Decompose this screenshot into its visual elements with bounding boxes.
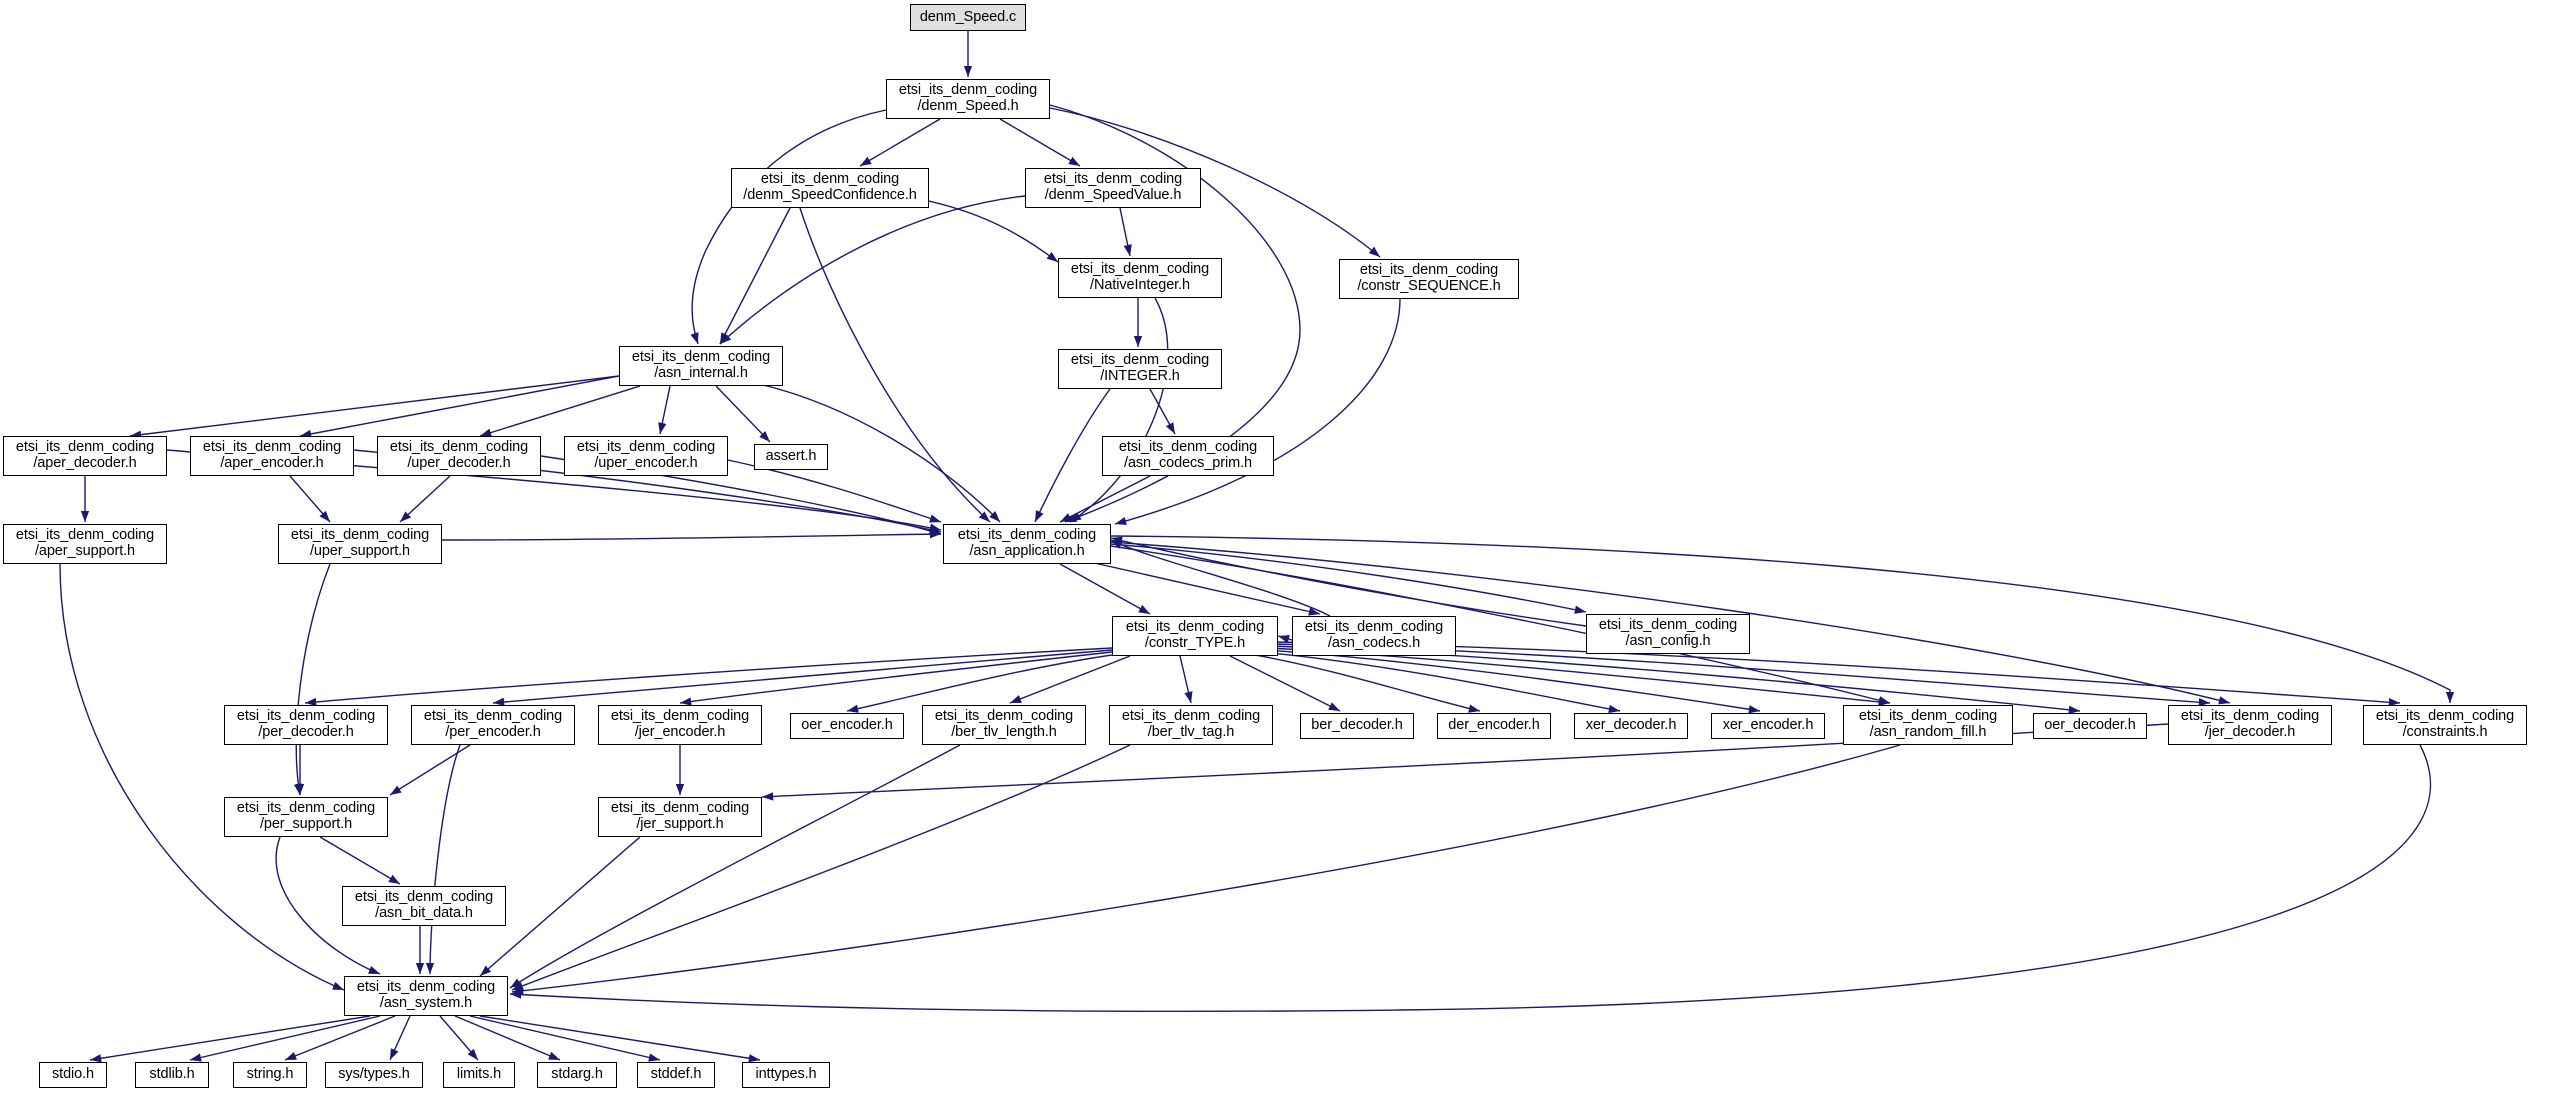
graph-node[interactable] — [233, 1062, 307, 1088]
graph-edge — [800, 208, 990, 522]
graph-edge — [716, 386, 770, 442]
graph-node-label: /ber_tlv_tag.h — [1147, 724, 1235, 740]
graph-edge — [493, 650, 1112, 703]
graph-node-label: inttypes.h — [755, 1066, 817, 1083]
graph-node-label: stdio.h — [51, 1066, 95, 1083]
graph-edge — [1090, 562, 1320, 614]
graph-edge — [512, 745, 1130, 990]
graph-edge — [1115, 299, 1400, 524]
graph-node[interactable] — [1711, 713, 1825, 739]
graph-node-label: /denm_SpeedConfidence.h — [743, 187, 917, 203]
graph-node[interactable] — [754, 444, 828, 470]
graph-edge — [480, 386, 640, 436]
graph-edge — [1260, 652, 1620, 711]
graph-edge — [1000, 119, 1080, 166]
graph-node-label: etsi_its_denm_coding — [610, 800, 750, 817]
graph-node[interactable] — [564, 436, 728, 476]
graph-node-label: limits.h — [456, 1066, 502, 1083]
graph-node-label: /denm_Speed.h — [917, 98, 1019, 114]
graph-node-label: /uper_encoder.h — [594, 455, 698, 471]
graph-node[interactable] — [1437, 713, 1551, 739]
graph-node-label: /asn_system.h — [379, 995, 473, 1011]
graph-node-label: etsi_its_denm_coding — [15, 527, 155, 544]
graph-edge — [720, 208, 790, 344]
graph-node-label: /aper_support.h — [34, 543, 136, 559]
graph-node-label: xer_encoder.h — [1722, 717, 1814, 734]
graph-node-label: etsi_its_denm_coding — [1858, 708, 1998, 725]
graph-node[interactable] — [742, 1062, 830, 1088]
graph-node[interactable] — [922, 705, 1086, 745]
graph-node-label: /constr_SEQUENCE.h — [1357, 278, 1501, 294]
graph-edge — [692, 110, 886, 344]
graph-node[interactable] — [443, 1062, 515, 1088]
graph-edge — [430, 745, 460, 974]
graph-edge — [455, 1016, 560, 1060]
graph-node-label: /asn_config.h — [1625, 633, 1711, 649]
graph-edge — [285, 1016, 395, 1060]
graph-edge — [1180, 656, 1191, 703]
graph-edge — [440, 1016, 478, 1060]
graph-node-label: ber_decoder.h — [1311, 717, 1403, 734]
graph-edge — [190, 1016, 380, 1060]
graph-node-label: etsi_its_denm_coding — [2180, 708, 2320, 725]
graph-node-label: denm_Speed.c — [919, 8, 1017, 25]
graph-node-label: stdlib.h — [149, 1066, 195, 1083]
graph-node[interactable] — [2168, 705, 2332, 745]
graph-node-label: etsi_its_denm_coding — [1125, 619, 1265, 636]
graph-node-label: /uper_decoder.h — [407, 455, 511, 471]
graph-node-label: etsi_its_denm_coding — [2375, 708, 2515, 725]
graph-node[interactable] — [3, 436, 167, 476]
graph-node-label: /constraints.h — [2402, 724, 2488, 740]
graph-node-label: oer_encoder.h — [801, 717, 893, 734]
graph-node[interactable] — [411, 705, 575, 745]
graph-node-label: /aper_encoder.h — [220, 455, 324, 471]
graph-node-label: etsi_its_denm_coding — [236, 800, 376, 817]
graph-edge — [130, 376, 619, 436]
graph-node-label: /denm_SpeedValue.h — [1044, 187, 1182, 203]
graph-node[interactable] — [910, 4, 1026, 31]
graph-node-label: etsi_its_denm_coding — [290, 527, 430, 544]
graph-node-label: /asn_bit_data.h — [375, 905, 473, 921]
graph-node-label: stdarg.h — [551, 1066, 603, 1083]
graph-node-label: /NativeInteger.h — [1090, 277, 1190, 293]
graph-node-label: etsi_its_denm_coding — [1070, 261, 1210, 278]
graph-node[interactable] — [1586, 614, 1750, 654]
graph-node[interactable] — [598, 705, 762, 745]
graph-node-label: etsi_its_denm_coding — [423, 708, 563, 725]
graph-edge — [680, 652, 1112, 703]
graph-node[interactable] — [39, 1062, 107, 1088]
graph-edge — [442, 534, 941, 540]
graph-node-label: /asn_application.h — [969, 543, 1085, 559]
graph-node-label: /asn_random_fill.h — [1869, 724, 1987, 740]
graph-node-label: oer_decoder.h — [2044, 717, 2136, 734]
graph-node[interactable] — [1339, 259, 1519, 299]
graph-node-label: sys/types.h — [338, 1066, 410, 1083]
graph-edge — [320, 837, 400, 884]
graph-edge — [470, 1016, 660, 1060]
graph-node-label: stddef.h — [650, 1066, 702, 1083]
graph-node[interactable] — [135, 1062, 209, 1088]
graph-edge — [1111, 544, 1586, 612]
graph-node-label: /constr_TYPE.h — [1144, 635, 1246, 651]
graph-node-label: /per_decoder.h — [258, 724, 354, 740]
graph-edge — [390, 1016, 410, 1060]
graph-edge — [512, 745, 1900, 992]
graph-edge — [60, 564, 344, 990]
graph-node[interactable] — [325, 1062, 423, 1088]
graph-node-label: /asn_codecs.h — [1327, 635, 1421, 651]
graph-edge — [1060, 476, 1150, 522]
graph-node[interactable] — [537, 1062, 617, 1088]
graph-node[interactable] — [1300, 713, 1414, 739]
graph-node-label: etsi_its_denm_coding — [356, 979, 496, 996]
graph-edge — [1111, 540, 1330, 616]
graph-node[interactable] — [2363, 705, 2527, 745]
graph-node-label: etsi_its_denm_coding — [1043, 171, 1183, 188]
graph-node[interactable] — [278, 524, 442, 564]
graph-edge — [1060, 564, 1150, 614]
graph-node[interactable] — [1025, 168, 1201, 208]
graph-node-label: etsi_its_denm_coding — [1598, 617, 1738, 634]
graph-edge — [1230, 656, 1340, 711]
graph-node-label: etsi_its_denm_coding — [631, 349, 771, 366]
graph-node-label: etsi_its_denm_coding — [1304, 619, 1444, 636]
graph-node-label: etsi_its_denm_coding — [957, 527, 1097, 544]
graph-node-label: etsi_its_denm_coding — [236, 708, 376, 725]
graph-node[interactable] — [342, 886, 506, 926]
graph-node-label: etsi_its_denm_coding — [934, 708, 1074, 725]
graph-edge — [1278, 636, 1292, 640]
graph-node[interactable] — [224, 705, 388, 745]
graph-node-label: etsi_its_denm_coding — [898, 82, 1038, 99]
graph-node[interactable] — [619, 346, 783, 386]
graph-node-label: string.h — [246, 1066, 294, 1083]
graph-node-label: /jer_support.h — [636, 816, 724, 832]
graph-edge — [1250, 654, 1480, 711]
graph-node[interactable] — [1058, 258, 1222, 298]
graph-node-label: /uper_support.h — [309, 543, 411, 559]
graph-edge — [1150, 389, 1175, 434]
graph-node-label: /asn_codecs_prim.h — [1124, 455, 1252, 471]
graph-node-label: etsi_its_denm_coding — [1070, 352, 1210, 369]
graph-edge — [400, 476, 450, 522]
graph-edge — [1035, 389, 1110, 522]
graph-node-label: etsi_its_denm_coding — [1121, 708, 1261, 725]
graph-node[interactable] — [1574, 713, 1688, 739]
graph-node-label: etsi_its_denm_coding — [354, 889, 494, 906]
graph-node[interactable] — [190, 436, 354, 476]
graph-edge — [510, 745, 960, 988]
graph-node-label: /INTEGER.h — [1100, 368, 1180, 384]
graph-node-label: /jer_decoder.h — [2204, 724, 2296, 740]
graph-node[interactable] — [3, 524, 167, 564]
graph-node[interactable] — [1292, 616, 1456, 656]
graph-node-label: etsi_its_denm_coding — [1118, 439, 1258, 456]
graph-node[interactable] — [344, 976, 508, 1016]
graph-edge — [90, 1016, 370, 1060]
graph-node[interactable] — [1058, 349, 1222, 389]
graph-node-label: /per_support.h — [259, 816, 353, 832]
graph-edge — [1265, 650, 1760, 711]
graph-edge — [720, 196, 1025, 344]
graph-edge — [1270, 648, 1890, 703]
graph-node[interactable] — [1109, 705, 1273, 745]
graph-node[interactable] — [886, 79, 1050, 119]
graph-node-label: etsi_its_denm_coding — [576, 439, 716, 456]
graph-edge — [296, 564, 330, 795]
graph-edge — [390, 745, 470, 795]
graph-node-label: etsi_its_denm_coding — [610, 708, 750, 725]
graph-node[interactable] — [224, 797, 388, 837]
graph-node[interactable] — [1112, 616, 1278, 656]
graph-node-label: xer_decoder.h — [1585, 717, 1677, 734]
graph-node-label: etsi_its_denm_coding — [389, 439, 529, 456]
graph-node[interactable] — [598, 797, 762, 837]
graph-edge — [300, 376, 619, 436]
graph-edge — [510, 745, 2430, 1011]
graph-node-label: etsi_its_denm_coding — [202, 439, 342, 456]
graph-node-label: etsi_its_denm_coding — [15, 439, 155, 456]
graph-edge — [1120, 208, 1130, 256]
graph-node[interactable] — [790, 713, 904, 739]
graph-node[interactable] — [637, 1062, 715, 1088]
graph-node-label: /jer_encoder.h — [634, 724, 726, 740]
graph-node[interactable] — [377, 436, 541, 476]
graph-edge — [660, 386, 670, 434]
graph-node-label: assert.h — [765, 448, 817, 465]
graph-edge — [1070, 298, 1168, 522]
graph-node[interactable] — [731, 168, 929, 208]
graph-node-label: /aper_decoder.h — [33, 455, 137, 471]
graph-node-label: etsi_its_denm_coding — [1359, 262, 1499, 279]
graph-node-label: /per_encoder.h — [445, 724, 541, 740]
graph-edge — [290, 476, 330, 522]
graph-edge — [480, 1016, 760, 1060]
graph-node-label: der_encoder.h — [1448, 717, 1540, 734]
graph-node[interactable] — [1843, 705, 2013, 745]
graph-edge — [1111, 538, 1586, 626]
graph-node[interactable] — [2033, 713, 2147, 739]
graph-edge — [305, 648, 1112, 703]
graph-node-label: /asn_internal.h — [654, 365, 748, 381]
graph-edge — [860, 119, 940, 166]
graph-node[interactable] — [943, 524, 1111, 564]
graph-edge — [847, 655, 1112, 711]
graph-node[interactable] — [1102, 436, 1274, 476]
graph-edge — [1010, 656, 1130, 703]
graph-node-label: /ber_tlv_length.h — [951, 724, 1057, 740]
graph-node-label: etsi_its_denm_coding — [760, 171, 900, 188]
